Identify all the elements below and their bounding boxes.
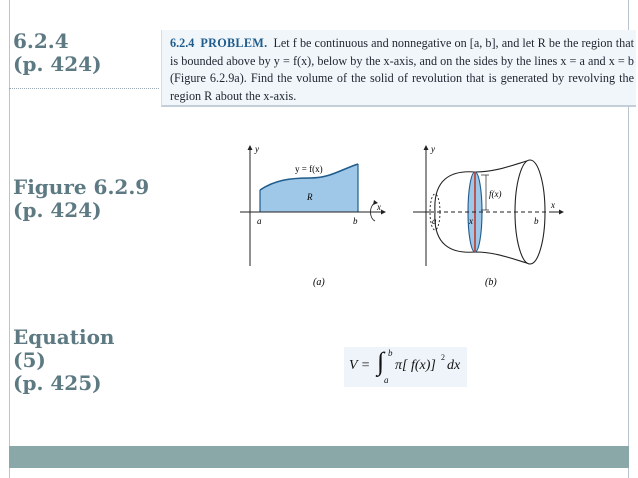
panel-a: [240, 144, 385, 288]
header-divider: [9, 88, 159, 89]
equation-label-title: Equation: [13, 325, 115, 349]
curve-label-a: y = f(x): [295, 164, 323, 174]
b-label-a: b: [353, 216, 358, 226]
a-label-b: a: [432, 216, 437, 226]
x-label-b: x: [551, 200, 555, 210]
integral-sign: ∫: [377, 347, 385, 376]
x-label-a: x: [377, 202, 381, 212]
problem-number: 6.2.4: [170, 36, 195, 50]
equation-box: [344, 347, 467, 387]
problem-label-number: 6.2.4: [13, 29, 69, 53]
lower-limit: a: [384, 375, 389, 385]
region-label: R: [307, 192, 313, 202]
equation-lhs: V =: [349, 358, 371, 373]
equation-label: [13, 326, 114, 395]
y-label-b: y: [431, 144, 435, 154]
problem-heading: PROBLEM.: [200, 36, 268, 50]
problem-label: [13, 30, 102, 76]
equation-label-number: (5): [13, 348, 46, 372]
figure-6-2-9: [235, 140, 565, 290]
slide-frame-left: [9, 0, 10, 478]
exponent: 2: [441, 353, 445, 362]
y-label-a: y: [255, 144, 259, 154]
figure-label: [13, 176, 149, 222]
caption-a: (a): [313, 277, 325, 288]
figure-label-number: Figure 6.2.9: [13, 175, 150, 199]
problem-text: Let f be continuous and nonnegative on [a, b], and let R be the region that is bounded above by y = f(x), below by the x-axis, and on the sides by the lines x = a and x = b (Figure 6.2.9a). Find the volume of the solid of revolution that is generated by revolving the region R about the x-axis.: [170, 36, 634, 103]
differential: dx: [447, 358, 461, 373]
upper-limit: b: [388, 348, 393, 358]
panel-b: [413, 144, 563, 288]
x-label-disk: x: [469, 216, 473, 226]
problem-statement: [170, 35, 634, 105]
problem-label-page: (p. 424): [13, 52, 102, 76]
equation-label-page: (p. 425): [13, 371, 102, 395]
b-label-b: b: [534, 216, 539, 226]
caption-b: (b): [485, 277, 497, 288]
curve-label-b: f(x): [489, 189, 502, 199]
footer-bar: [9, 446, 629, 468]
problem-box: [161, 30, 636, 107]
figure-label-page: (p. 424): [13, 198, 102, 222]
a-label-a: a: [257, 216, 262, 226]
integrand: π[ f(x)]: [395, 358, 436, 373]
